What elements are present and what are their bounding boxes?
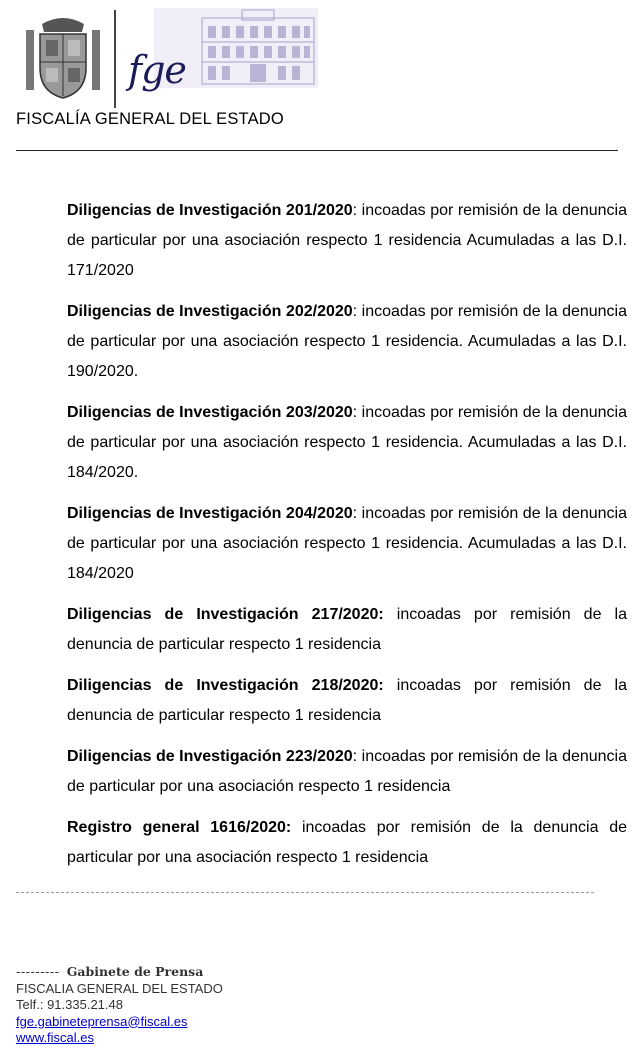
entry-label: Diligencias de Investigación 218/2020: [67, 677, 384, 694]
entry-separator: : [352, 202, 358, 219]
entry-text: incoadas por remisión de la denuncia de particular respecto 1 residencia [67, 606, 628, 653]
header [16, 6, 336, 110]
list-item [67, 600, 627, 660]
list-item [67, 813, 627, 873]
website-link[interactable]: www.fiscal.es [16, 1030, 95, 1045]
press-office-label: Gabinete de Prensa [66, 964, 204, 979]
entries-list [67, 196, 627, 884]
entry-label: Diligencias de Investigación 204/2020 [67, 505, 353, 522]
footer-divider [16, 892, 594, 893]
list-item [67, 297, 627, 387]
list-item [67, 196, 627, 286]
footer [16, 964, 223, 1047]
entry-label: Diligencias de Investigación 203/2020 [67, 404, 353, 421]
entry-label: Diligencias de Investigación 202/2020 [67, 303, 353, 320]
entry-text: incoadas por remisión de la denuncia de particular por una asociación respecto 1 residencia [67, 748, 628, 795]
entry-text: incoadas por remisión de la denuncia de particular por una asociación respecto 1 residencia. Acumuladas a las D.I. 184/2020 [67, 505, 628, 582]
coat-of-arms-icon [24, 16, 102, 102]
title-divider [16, 150, 618, 151]
entry-label: Diligencias de Investigación 201/2020 [67, 202, 353, 219]
list-item [67, 398, 627, 488]
entry-text: incoadas por remisión de la denuncia de particular por una asociación respecto 1 residencia [67, 819, 627, 866]
entry-label: Diligencias de Investigación 223/2020 [67, 748, 353, 765]
entry-text: incoadas por remisión de la denuncia de particular por una asociación respecto 1 residencia Acumuladas a las D.I. 171/2020 [67, 202, 628, 279]
fge-logo: fge [128, 48, 186, 92]
page-title: FISCALÍA GENERAL DEL ESTADO [16, 110, 284, 128]
list-item [67, 671, 627, 731]
entry-text: incoadas por remisión de la denuncia de particular respecto 1 residencia [67, 677, 628, 724]
footer-phone: Telf.: 91.335.21.48 [16, 997, 123, 1012]
entry-separator: : [352, 303, 358, 320]
email-link[interactable]: fge.gabineteprensa@fiscal.es [16, 1013, 188, 1029]
list-item [67, 742, 627, 802]
entry-separator: : [352, 505, 358, 522]
entry-separator: : [352, 404, 358, 421]
footer-org: FISCALIA GENERAL DEL ESTADO [16, 980, 223, 996]
entry-text: incoadas por remisión de la denuncia de particular por una asociación respecto 1 residencia. Acumuladas a las D.I. 184/2020. [67, 404, 628, 481]
entry-label: Registro general 1616/2020: [67, 819, 292, 836]
entry-text: incoadas por remisión de la denuncia de particular por una asociación respecto 1 residencia. Acumuladas a las D.I. 190/2020. [67, 303, 628, 380]
entry-separator: : [352, 748, 358, 765]
logo-divider [114, 10, 116, 108]
press-office-line [16, 964, 223, 981]
list-item [67, 499, 627, 589]
footer-dashes: --------- [16, 964, 60, 979]
entry-label: Diligencias de Investigación 217/2020: [67, 606, 384, 623]
